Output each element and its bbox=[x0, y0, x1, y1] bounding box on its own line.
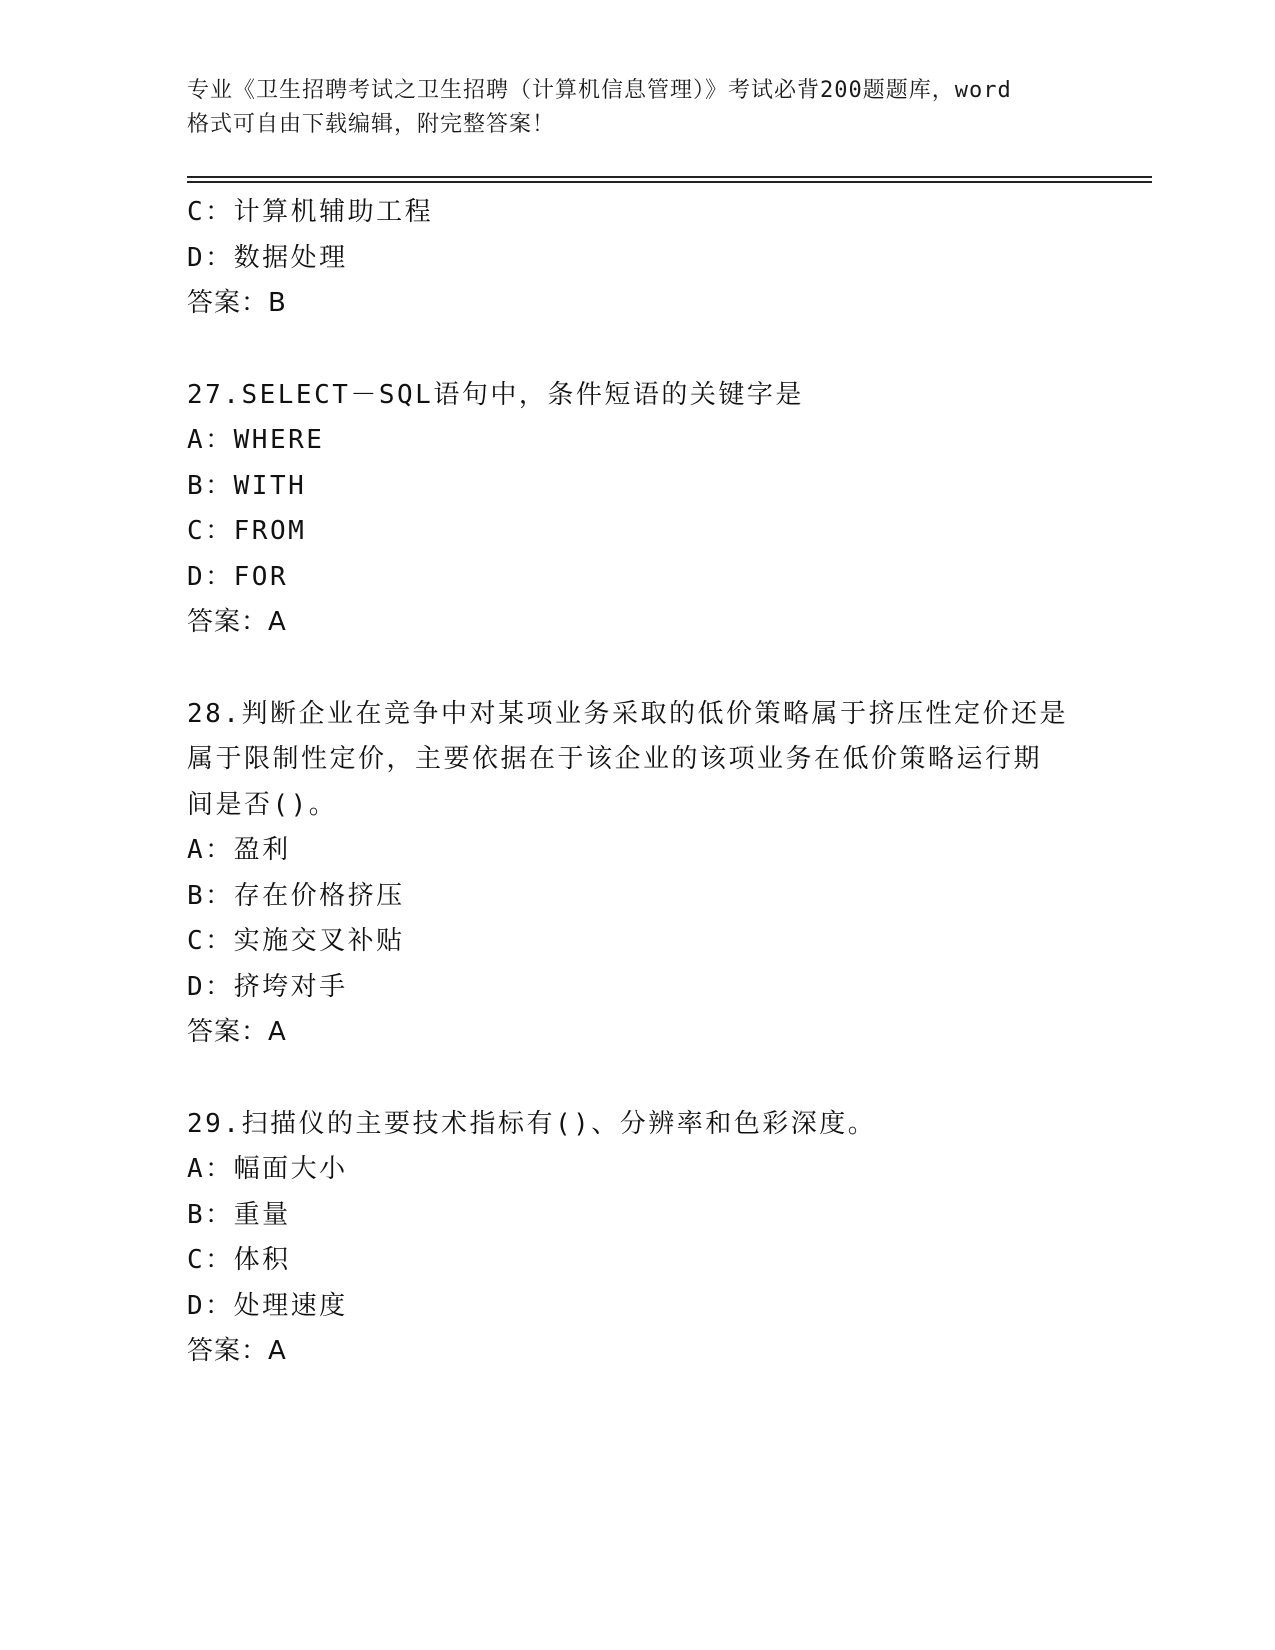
spacer bbox=[187, 646, 1087, 692]
option-c: C：计算机辅助工程 bbox=[187, 197, 434, 227]
question-stem: 27.SELECT－SQL语句中，条件短语的关键字是 bbox=[187, 379, 804, 410]
question-28 bbox=[187, 692, 1087, 1056]
option-d: D：处理速度 bbox=[187, 1290, 348, 1321]
option-b: B：WITH bbox=[187, 470, 307, 501]
option-c: C：体积 bbox=[187, 1245, 291, 1275]
question-stem-line-2: 属于限制性定价，主要依据在于该企业的该项业务在低价策略运行期 bbox=[187, 744, 1043, 774]
option-c: C：FROM bbox=[187, 516, 307, 546]
option-b: B：重量 bbox=[187, 1199, 291, 1230]
question-stem: 29.扫描仪的主要技术指标有()、分辨率和色彩深度。 bbox=[187, 1108, 877, 1139]
option-d: D：挤垮对手 bbox=[187, 971, 348, 1002]
spacer bbox=[187, 1056, 1087, 1102]
question-stem-line-3: 间是否()。 bbox=[187, 789, 338, 820]
option-a: A：盈利 bbox=[187, 835, 291, 865]
question-26-tail bbox=[187, 190, 1087, 327]
spacer bbox=[187, 327, 1087, 373]
option-d: D：数据处理 bbox=[187, 242, 348, 273]
header-line-2: 格式可自由下载编辑，附完整答案！ bbox=[187, 112, 556, 137]
answer-line: 答案：A bbox=[187, 1336, 287, 1366]
question-stem-line-1: 28.判断企业在竞争中对某项业务采取的低价策略属于挤压性定价还是 bbox=[187, 698, 1068, 729]
option-b: B：存在价格挤压 bbox=[187, 880, 405, 911]
option-c: C：实施交叉补贴 bbox=[187, 926, 405, 956]
header-divider-bottom bbox=[187, 181, 1152, 183]
question-content bbox=[187, 190, 1087, 1375]
answer-line: 答案：A bbox=[187, 1017, 287, 1047]
option-a: A：WHERE bbox=[187, 425, 325, 455]
answer-line: 答案：B bbox=[187, 288, 287, 318]
question-27 bbox=[187, 373, 1087, 646]
option-d: D：FOR bbox=[187, 561, 289, 592]
option-a: A：幅面大小 bbox=[187, 1154, 348, 1184]
header-line-1: 专业《卫生招聘考试之卫生招聘（计算机信息管理）》考试必背200题题库，word bbox=[187, 78, 1012, 103]
document-header bbox=[187, 74, 1087, 142]
question-29 bbox=[187, 1102, 1087, 1375]
header-divider-top bbox=[187, 176, 1152, 178]
answer-line: 答案：A bbox=[187, 607, 287, 637]
